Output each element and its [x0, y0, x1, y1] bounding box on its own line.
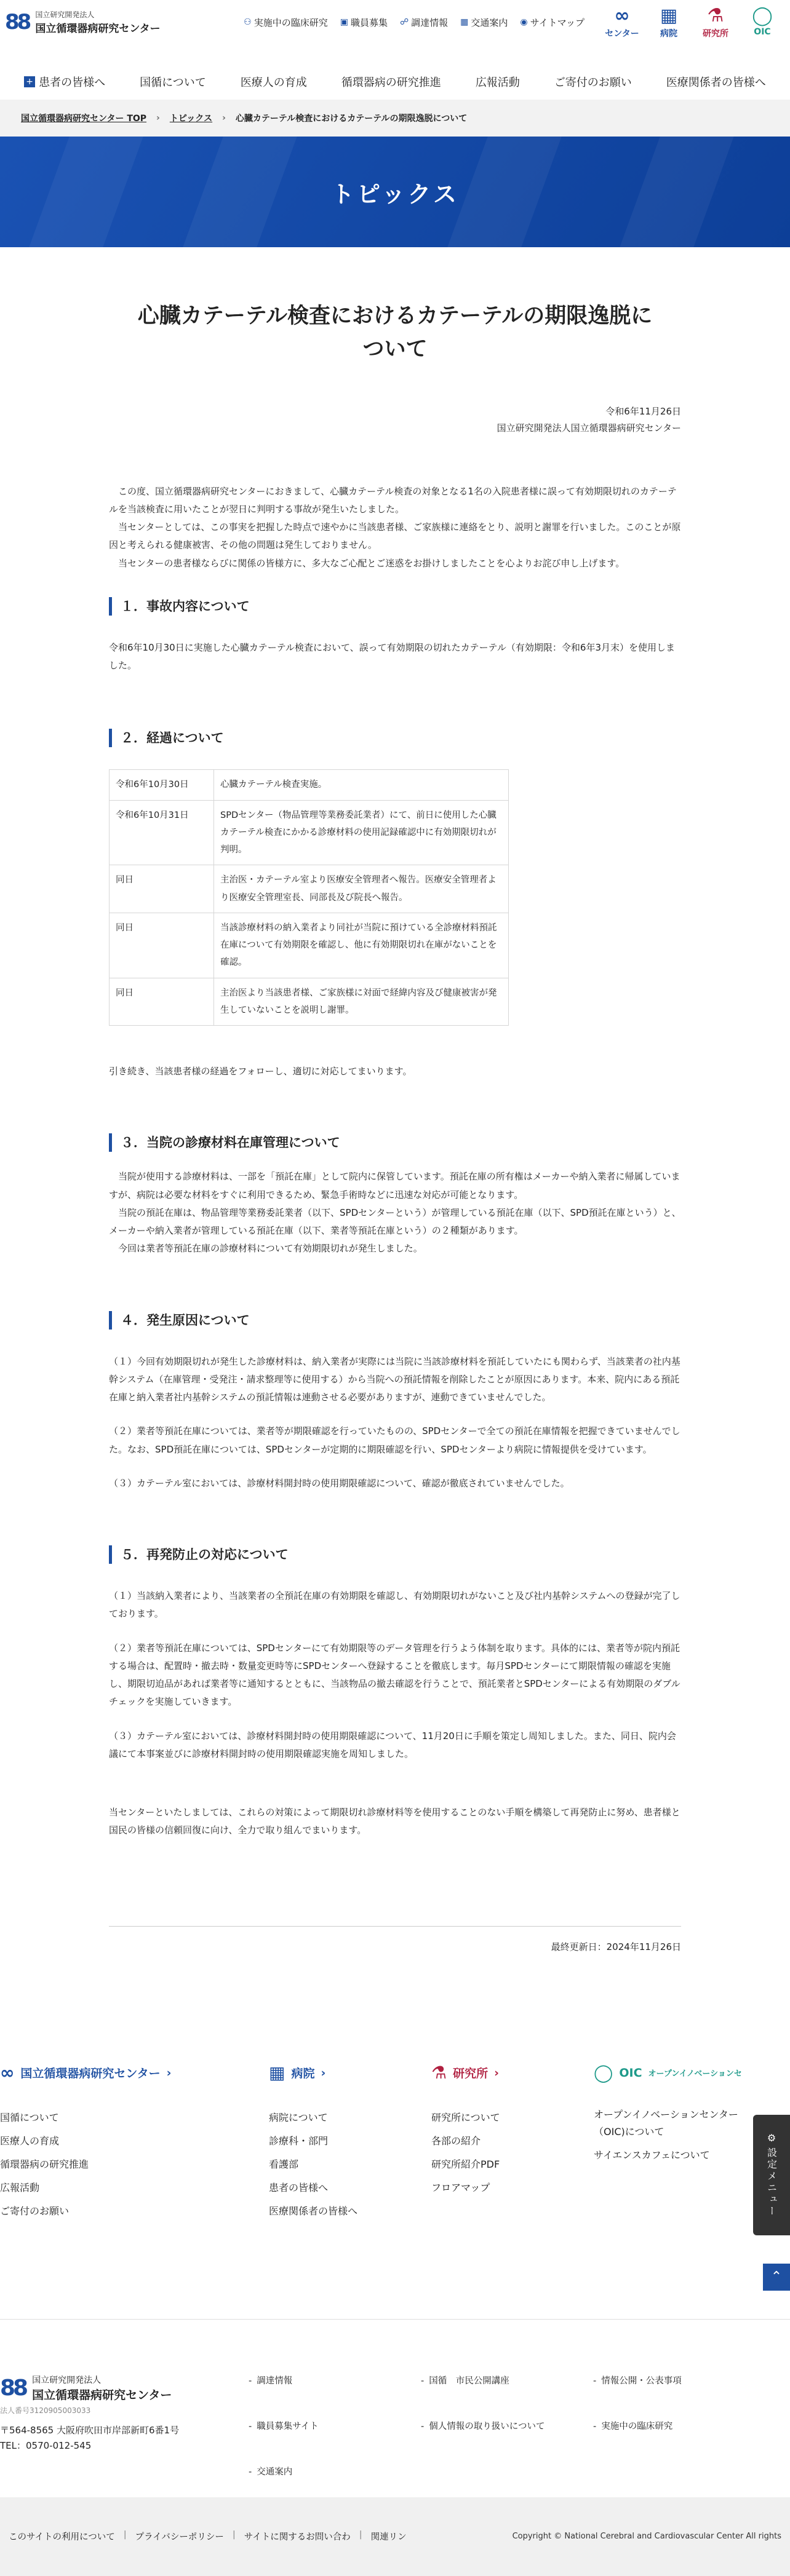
center-icon: ∞ — [614, 5, 630, 26]
cart-icon: ☍ — [399, 17, 409, 27]
footer-link[interactable]: オープンイノベーションセンター（OIC)について — [594, 2108, 738, 2138]
utility-procurement[interactable]: ☍ 調達情報 — [399, 17, 449, 28]
footer-link[interactable]: 診療科・部門 — [269, 2134, 329, 2147]
section-heading: ２．経過について — [109, 729, 681, 747]
logo-title: 国立循環器病研究センター — [35, 23, 161, 35]
gnav-research[interactable]: 循環器病の研究推進 — [341, 76, 441, 89]
footer-org-link[interactable]: - 調達情報 — [249, 2374, 421, 2406]
bottom-link[interactable]: サイトに関するお問い合わ — [244, 2532, 351, 2543]
footer-link[interactable]: 医療関係者の皆様へ — [269, 2205, 358, 2217]
gnav-donation[interactable]: ご寄付のお願い — [554, 76, 632, 89]
section-heading: ３．当院の診療材料在庫管理について — [109, 1133, 681, 1152]
footer-link[interactable]: 広報活動 — [0, 2181, 40, 2194]
hospital-icon: ▦ — [269, 2063, 285, 2083]
chevron-right-icon: › — [321, 2066, 326, 2080]
section-body: 引き続き、当該患者様の経過をフォローし、適切に対応してまいります。 — [109, 1066, 412, 1077]
quick-oic[interactable]: ◯ OIC — [752, 5, 773, 37]
footer-col-oic — [594, 2061, 778, 2223]
gnav-education[interactable]: 医療人の育成 — [240, 76, 307, 89]
quick-center[interactable]: ∞ センター — [605, 5, 639, 39]
hero-decoration — [620, 137, 734, 247]
footer-org-link[interactable]: - 国循 市民公開講座 — [421, 2374, 593, 2406]
settings-menu-button[interactable]: ⚙ 設定メニュー — [753, 2115, 790, 2235]
footer-org-link[interactable]: - 実施中の臨床研究 — [593, 2419, 790, 2451]
footer-col-hospital — [269, 2061, 431, 2223]
footer-link[interactable]: サイエンスカフェについて — [594, 2149, 710, 2161]
corporate-number: 法人番号3120905003033 — [0, 2406, 91, 2415]
quick-hospital[interactable]: ▦ 病院 — [660, 5, 678, 39]
global-nav — [0, 64, 790, 100]
hero-banner — [0, 137, 790, 247]
table-row: 同日 当該診療材料の納入業者より同社が当院に預けている全診療材料預託在庫について有効期限を確認し、他に有効期限切れ在庫がないことを確認。 — [110, 913, 509, 978]
footer-link[interactable]: 研究所について — [431, 2111, 500, 2123]
footer-link[interactable]: ご寄付のお願い — [0, 2205, 70, 2217]
footer-head-research[interactable]: ⚗ 研究所 › — [431, 2063, 499, 2083]
address: 〒564-8565 大阪府吹田市岸部新町6番1号 TEL：0570-012-545 — [0, 2424, 180, 2452]
gnav-patients[interactable]: + 患者の皆様へ — [24, 74, 105, 90]
chevron-right-icon: › — [222, 113, 226, 123]
site-footer — [0, 2061, 790, 2576]
footer-col-center — [0, 2061, 269, 2223]
footer-link[interactable]: 循環器病の研究推進 — [0, 2158, 89, 2170]
breadcrumb-current: 心臓カテーテル検査におけるカテーテルの期限逸脱について — [235, 114, 468, 124]
footer-head-center[interactable]: ∞ 国立循環器病研究センター › — [0, 2063, 172, 2083]
footer-bottom: このサイトの利用について | プライバシーポリシー | サイトに関するお問い合わ | 関連リン Copyright © National Cerebral and Cardiovascular Center All rights — [0, 2497, 790, 2576]
footer-org-link[interactable]: - 職員募集サイト — [249, 2419, 421, 2451]
ncvc-logo-icon: 88 — [0, 2375, 26, 2401]
utility-access[interactable]: ▦ 交通案内 — [460, 17, 508, 28]
footer-org-link[interactable]: - 情報公開・公表事項 — [593, 2374, 790, 2406]
quick-research[interactable]: ⚗ 研究所 — [703, 5, 728, 39]
hero-decoration — [29, 137, 143, 247]
footer-link[interactable]: 医療人の育成 — [0, 2134, 60, 2147]
footer-col-research — [431, 2061, 594, 2223]
footer-link[interactable]: 看護部 — [269, 2158, 299, 2170]
utility-recruit[interactable]: ▣ 職員募集 — [340, 17, 388, 28]
microscope-icon: ⚗ — [431, 2063, 447, 2083]
oic-icon: ◯ — [594, 2063, 613, 2083]
article-closing: 当センターといたしましては、これらの対策によって期限切れ診療材料等を使用することのない手順を構築して再発防止に努め、患者様と国民の皆様の信頼回復に向け、全力で取り組んでまいります。 — [109, 1807, 680, 1836]
footer-link[interactable]: 各部の紹介 — [431, 2134, 481, 2147]
footer-head-oic[interactable]: ◯ OIC オープンイノベーションセ — [594, 2063, 742, 2083]
hero-decoration — [447, 137, 562, 247]
ncvc-logo-icon: 88 — [5, 10, 30, 34]
pin-icon: ◉ — [520, 17, 528, 27]
section-body: 当院が使用する診療材料は、一部を「預託在庫」として院内に保管しています。預託在庫の所有権はメーカーや納入業者に帰属していますが、病院は必要な材料をすぐに利用できるため、緊急手術時などに迅速な対応が可能となります。 当院の預託在庫は、物品管理等業務委託業者（以下、SPDセンターという）が管理している預託在庫（以下、SPD預託在庫という）と、メーカーや納入業者が管理している預託在庫（以下、業者等預託在庫という）の２種類があります。 今回は業者等預託在庫の診療材料について有効期限切れが発生しました。 — [109, 1171, 681, 1254]
footer-link[interactable]: フロアマップ — [431, 2181, 490, 2194]
quick-links — [603, 5, 781, 39]
breadcrumb-topics[interactable]: トピックス — [169, 114, 213, 124]
section-body: （１）当該納入業者により、当該業者の全預託在庫の有効期限を確認し、有効期限切れがないこと及び社内基幹システムへの登録が完了しております。 （２）業者等預託在庫については、SPDセンターにて有効期限等のデータ管理を行うよう体制を取ります。具体的には、業者等が院内預託する場合は、配置時・撤去時・数量変更時等にSPDセンターへ登録することを徹底します。毎月SPDセンターにて期限情報の確認を実施し、期限切迫品があれば業者等に通知するとともに、当該物品の撤去確認を行うことで、預託業者とSPDセンターによる有効期限のダブルチェックを実施していきます。 （３）カテーテル室においては、診療材料開封時の使用期限確認について、11月20日に手順を策定し周知しました。また、同日、院内会議にて本事案並びに診療材料開封時の使用期限確認実施を周知しました。 — [109, 1590, 680, 1759]
plus-icon: + — [24, 76, 35, 87]
section-heading: ５．再発防止の対応について — [109, 1545, 681, 1564]
article-meta — [109, 403, 681, 437]
chevron-right-icon: › — [166, 2066, 172, 2080]
car-icon: ▦ — [460, 17, 469, 27]
hospital-icon: ▦ — [660, 5, 678, 26]
table-row: 令和6年10月30日 心臓カテーテル検査実施。 — [110, 770, 509, 800]
bottom-link[interactable]: 関連リン — [370, 2532, 407, 2543]
table-row: 同日 主治医・カテーテル室より医療安全管理者へ報告。医療安全管理者より医療安全管理室長、同部長及び院長へ報告。 — [110, 865, 509, 913]
chevron-right-icon: › — [156, 113, 160, 123]
footer-nav — [0, 2061, 790, 2285]
footer-head-hospital[interactable]: ▦ 病院 › — [269, 2063, 326, 2083]
history-table — [109, 769, 509, 1026]
bottom-link[interactable]: プライバシーポリシー — [135, 2532, 224, 2543]
utility-clinical-research[interactable]: ⚇ 実施中の臨床研究 — [244, 17, 328, 28]
utility-nav — [244, 16, 585, 29]
logo-subtitle: 国立研究開発法人 — [35, 10, 95, 19]
breadcrumb — [0, 100, 790, 137]
footer-link[interactable]: 研究所紹介PDF — [431, 2158, 500, 2170]
footer-org-links — [249, 2374, 790, 2497]
table-row: 令和6年10月31日 SPDセンター（物品管理等業務委託業者）にて、前日に使用した心臓カテーテル検査にかかる診療材料の使用記録確認中に有効期限切れが判明。 — [110, 800, 509, 865]
article-title: 心臓カテーテル検査におけるカテーテルの期限逸脱に ついて — [137, 304, 653, 362]
footer-org — [0, 2319, 790, 2497]
section-heading: ４．発生原因について — [109, 1311, 681, 1330]
section-body: 令和6年10月30日に実施した心臓カテーテル検査において、誤って有効期限の切れたカテーテル（有効期限：令和6年3月末）を使用しました。 — [109, 641, 676, 671]
chevron-right-icon: › — [494, 2066, 499, 2080]
article-date: 令和6年11月26日 — [605, 405, 681, 417]
footer-link[interactable]: 患者の皆様へ — [269, 2181, 329, 2194]
last-updated: 最終更新日：2024年11月26日 — [109, 1926, 681, 1953]
gnav-pr[interactable]: 広報活動 — [475, 76, 520, 89]
article-org: 国立研究開発法人国立循環器病研究センター — [497, 422, 681, 434]
article — [109, 247, 681, 1953]
book-icon: ▣ — [340, 17, 348, 27]
page-title: トピックス — [330, 180, 460, 208]
footer-link[interactable]: 国循について — [0, 2111, 59, 2123]
table-row: 同日 主治医より当該患者様、ご家族様に対面で経緯内容及び健康被害が発生していないことを説明し謝罪。 — [110, 978, 509, 1026]
gear-icon: ⚙ — [767, 2132, 776, 2144]
top-bar — [0, 0, 790, 44]
footer-org-link[interactable]: - 個人情報の取り扱いについて — [421, 2419, 593, 2451]
breadcrumb-home[interactable]: 国立循環器病研究センター TOP — [21, 114, 147, 124]
microscope-icon: ⚗ — [707, 5, 724, 26]
article-intro: この度、国立循環器病研究センターにおきまして、心臓カテーテル検査の対象となる1名の入院患者様に誤って有効期限切れのカテーテルを当該検査に用いたことが翌日に判明する事故が発生いたしました。 当センターとしては、この事実を把握した時点で速やかに当該患者様、ご家族様に連絡をとり、説明と謝罪を行いました。このことが原因と考えられる健康被害、その他の問題は発生しておりません。 当センターの患者様ならびに関係の皆様方に、多大なご心配とご迷惑をお掛けしましたことを心よりお詫び申し上げます。 — [109, 485, 681, 569]
site-header — [0, 0, 790, 100]
gnav-about[interactable]: 国循について — [140, 76, 206, 89]
ncvc-logo-icon: ∞ — [0, 2063, 15, 2083]
chevron-up-icon: ⌃ — [770, 2269, 783, 2285]
hero-decoration — [183, 137, 297, 247]
back-to-top-button[interactable] — [763, 2264, 790, 2291]
person-icon: ⚇ — [244, 17, 252, 27]
oic-icon: ◯ — [752, 5, 773, 26]
bottom-link[interactable]: このサイトの利用について — [9, 2532, 115, 2543]
footer-logo[interactable]: 88 国立研究開発法人 国立循環器病研究センター — [0, 2375, 172, 2402]
utility-sitemap[interactable]: ◉ サイトマップ — [520, 17, 585, 28]
site-logo[interactable] — [5, 9, 161, 35]
copyright: Copyright © National Cerebral and Cardiovascular Center All rights — [512, 2532, 781, 2542]
footer-link[interactable]: 病院について — [269, 2111, 328, 2123]
footer-org-link[interactable]: - 交通案内 — [249, 2465, 421, 2497]
section-heading: １．事故内容について — [109, 597, 681, 616]
section-body: （１）今回有効期限切れが発生した診療材料は、納入業者が実際には当院に当該診療材料を預託していたにも関わらず、当該業者の社内基幹システム（在庫管理・受発注・請求整理等に使用する）から当院への預託情報を削除したことが原因にあります。本来、院内にある預託在庫と納入業者社内基幹システムの預託情報は連動させる必要がありますが、連動できていませんでした。 （２）業者等預託在庫については、業者等が期限確認を行っていたものの、SPDセンターで全ての預託在庫情報を把握できていませんでした。なお、SPD預託在庫については、SPDセンターが定期的に期限確認を行い、SPDセンターより病院に情報提供を受けています。 （３）カテーテル室においては、診療材料開封時の使用期限確認について、確認が徹底されていませんでした。 — [109, 1355, 680, 1489]
gnav-professionals[interactable]: 医療関係者の皆様へ — [666, 76, 766, 89]
